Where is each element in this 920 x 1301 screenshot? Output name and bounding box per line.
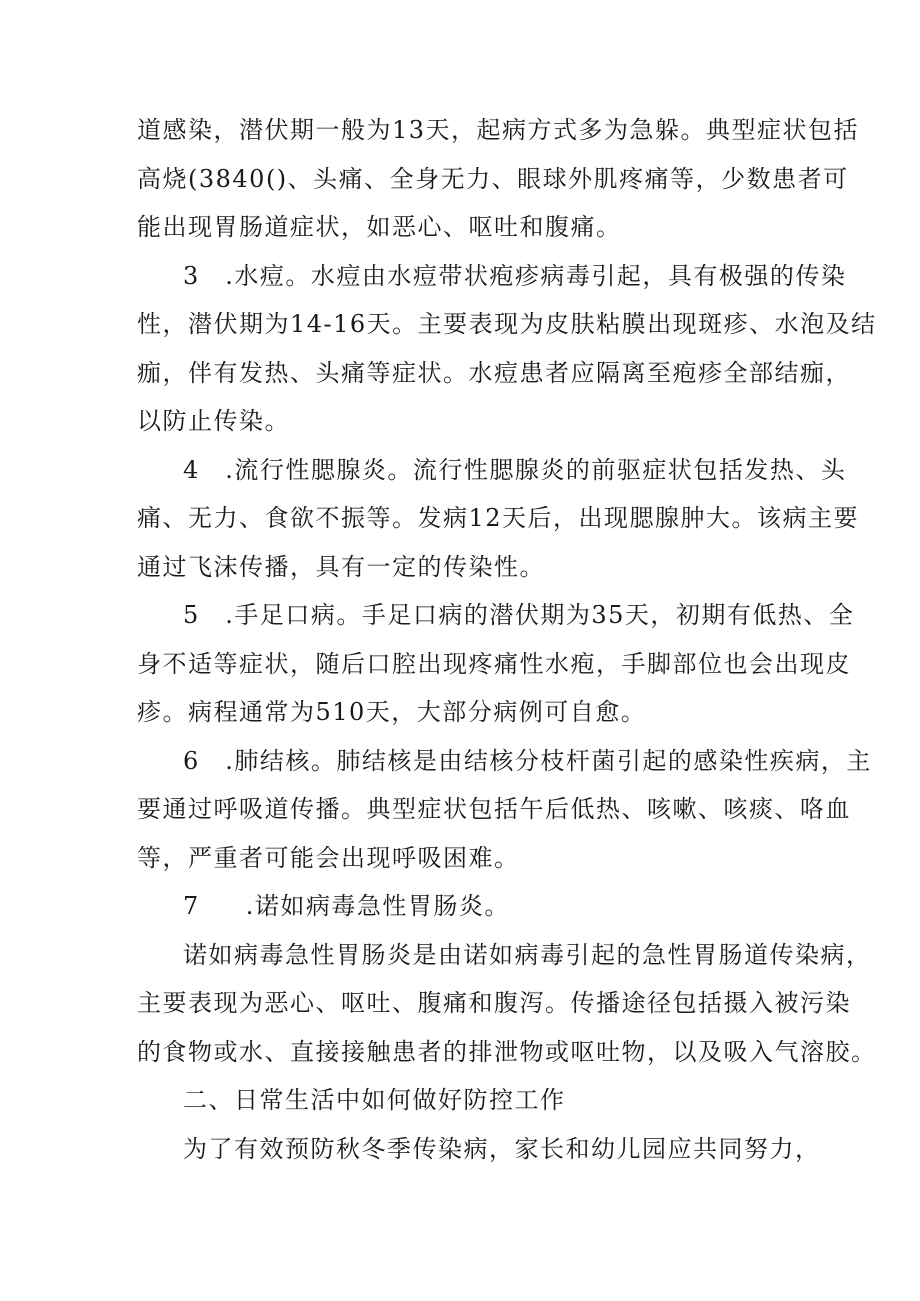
item-7-heading <box>183 889 510 923</box>
paragraph-line: 要通过呼吸道传播。典型症状包括午后低热、咳嗽、咳痰、咯血 <box>137 795 851 823</box>
paragraph-line: 高烧(3840()、头痛、全身无力、眼球外肌疼痛等，少数患者可 <box>137 165 849 193</box>
item-7-title: .诺如病毒急性胃肠炎。 <box>245 892 510 920</box>
paragraph-line: 痂，伴有发热、头痛等症状。水痘患者应隔离至疱疹全部结痂， <box>137 359 851 387</box>
paragraph-line: 能出现胃肠道症状，如恶心、呕吐和腹痛。 <box>137 213 622 241</box>
paragraph-line: 道感染，潜伏期一般为13天，起病方式多为急躲。典型症状包括 <box>137 116 860 144</box>
paragraph-line: 痛、无力、食欲不振等。发病12天后，出现腮腺肿大。该病主要 <box>137 504 860 532</box>
paragraph-line: 为了有效预防秋冬季传染病，家长和幼儿园应共同努力， <box>183 1135 821 1163</box>
paragraph-line: 以防止传染。 <box>137 407 290 435</box>
paragraph-line: 性，潜伏期为14-16天。主要表现为皮肤粘膜出现斑疹、水泡及结 <box>137 310 877 338</box>
paragraph-line: 5 .手足口病。手足口病的潜伏期为35天，初期有低热、全 <box>183 601 855 629</box>
item-7-number: 7 <box>183 892 200 920</box>
paragraph-line: 诺如病毒急性胃肠炎是由诺如病毒引起的急性胃肠道传染病， <box>183 941 872 969</box>
paragraph-line: 6 .肺结核。肺结核是由结核分枝杆菌引起的感染性疾病，主 <box>183 747 872 775</box>
paragraph-line: 等，严重者可能会出现呼吸困难。 <box>137 844 520 872</box>
paragraph-line: 3 .水痘。水痘由水痘带状疱疹病毒引起，具有极强的传染 <box>183 262 847 290</box>
paragraph-line: 通过飞沫传播，具有一定的传染性。 <box>137 553 545 581</box>
paragraph-line: 主要表现为恶心、呕吐、腹痛和腹泻。传播途径包括摄入被污染 <box>137 989 851 1017</box>
paragraph-line: 身不适等症状，随后口腔出现疼痛性水疱，手脚部位也会出现皮 <box>137 650 851 678</box>
section-heading: 二、日常生活中如何做好防控工作 <box>183 1086 566 1114</box>
paragraph-line: 的食物或水、直接接触患者的排泄物或呕吐物，以及吸入气溶胶。 <box>137 1038 877 1066</box>
paragraph-line: 疹。病程通常为510天，大部分病例可自愈。 <box>137 698 647 726</box>
paragraph-line: 4 .流行性腮腺炎。流行性腮腺炎的前驱症状包括发热、头 <box>183 456 847 484</box>
